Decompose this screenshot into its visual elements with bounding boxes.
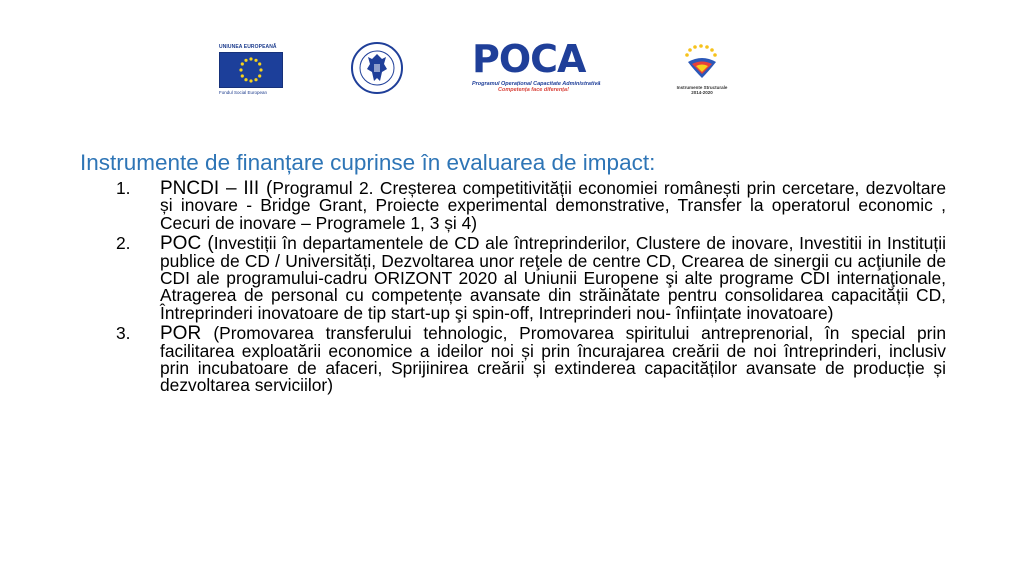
list-item-number: 2. bbox=[116, 233, 131, 254]
structural-instruments-icon bbox=[668, 42, 736, 80]
funding-instruments-list bbox=[116, 180, 946, 398]
list-item-body: Investiții în departamentele de CD ale întreprinderilor, Clustere de inovare, Investitii in Instituții publice de CD / Universități, Dezvoltarea unor reţele de centre CD, Crearea de sinergii cu acţiunile de CDI ale programului-cadru ORIZONT 2020 al Uniunii Europene şi alte programe CDI internaţionale, Atragerea de personal cu competențe avansate din străinătate pentru consolidarea capacității CD, Întreprinderi inovatoare de tip start-up şi spin-off, Intreprinderi nou- înființate inovatoare) bbox=[160, 233, 946, 323]
eu-logo-top-text: UNIUNEA EUROPEANĂ bbox=[219, 44, 277, 50]
list-item-body: Programul 2. Creșterea competitivității economiei românești prin cercetare, dezvoltare și inovare - Bridge Grant, Proiecte experimental demonstrative, Transfer la operatorul economic , Cecuri de inovare – Programele 1, 3 și 4) bbox=[160, 178, 946, 233]
eu-logo bbox=[219, 44, 283, 96]
list-item bbox=[116, 325, 946, 395]
slide-heading: Instrumente de finanțare cuprinse în evaluarea de impact: bbox=[80, 150, 656, 175]
structural-instruments-caption: Instrumente Structurale bbox=[676, 85, 728, 90]
list-item-number: 3. bbox=[116, 323, 131, 344]
government-emblem-icon bbox=[351, 42, 403, 94]
list-item bbox=[116, 235, 946, 322]
structural-instruments-logo bbox=[668, 42, 736, 100]
list-item-lead: POC ( bbox=[160, 233, 214, 255]
list-item-number: 1. bbox=[116, 178, 131, 198]
eu-logo-bottom-text: Fondul Social European bbox=[219, 90, 268, 95]
poca-subtitle: Programul Operațional Capacitate Administrativă bbox=[472, 81, 601, 87]
poca-wordmark: POCA bbox=[472, 37, 586, 81]
list-item-body: (Promovarea transferului tehnologic, Promovarea spiritului antreprenorial, în special prin facilitarea exploatării economice a ideilor noi și prin încurajarea creării de noi întreprinderi, inclusiv prin incubatoare de afaceri, Sprijinirea creării și extinderea capacităților avansate de producție și dezvoltarea serviciilor) bbox=[160, 323, 946, 396]
list-item-lead: POR bbox=[160, 323, 214, 345]
eu-stars-icon bbox=[220, 53, 282, 87]
poca-logo bbox=[472, 37, 602, 98]
list-item-lead: PNCDI – III ( bbox=[160, 178, 273, 199]
romanian-government-seal bbox=[351, 42, 403, 94]
list-item bbox=[116, 180, 946, 232]
eu-flag-icon bbox=[219, 52, 283, 88]
poca-slogan: Competența face diferența! bbox=[498, 87, 569, 93]
structural-instruments-years: 2014-2020 bbox=[691, 90, 713, 95]
logo-bar bbox=[0, 0, 1024, 110]
